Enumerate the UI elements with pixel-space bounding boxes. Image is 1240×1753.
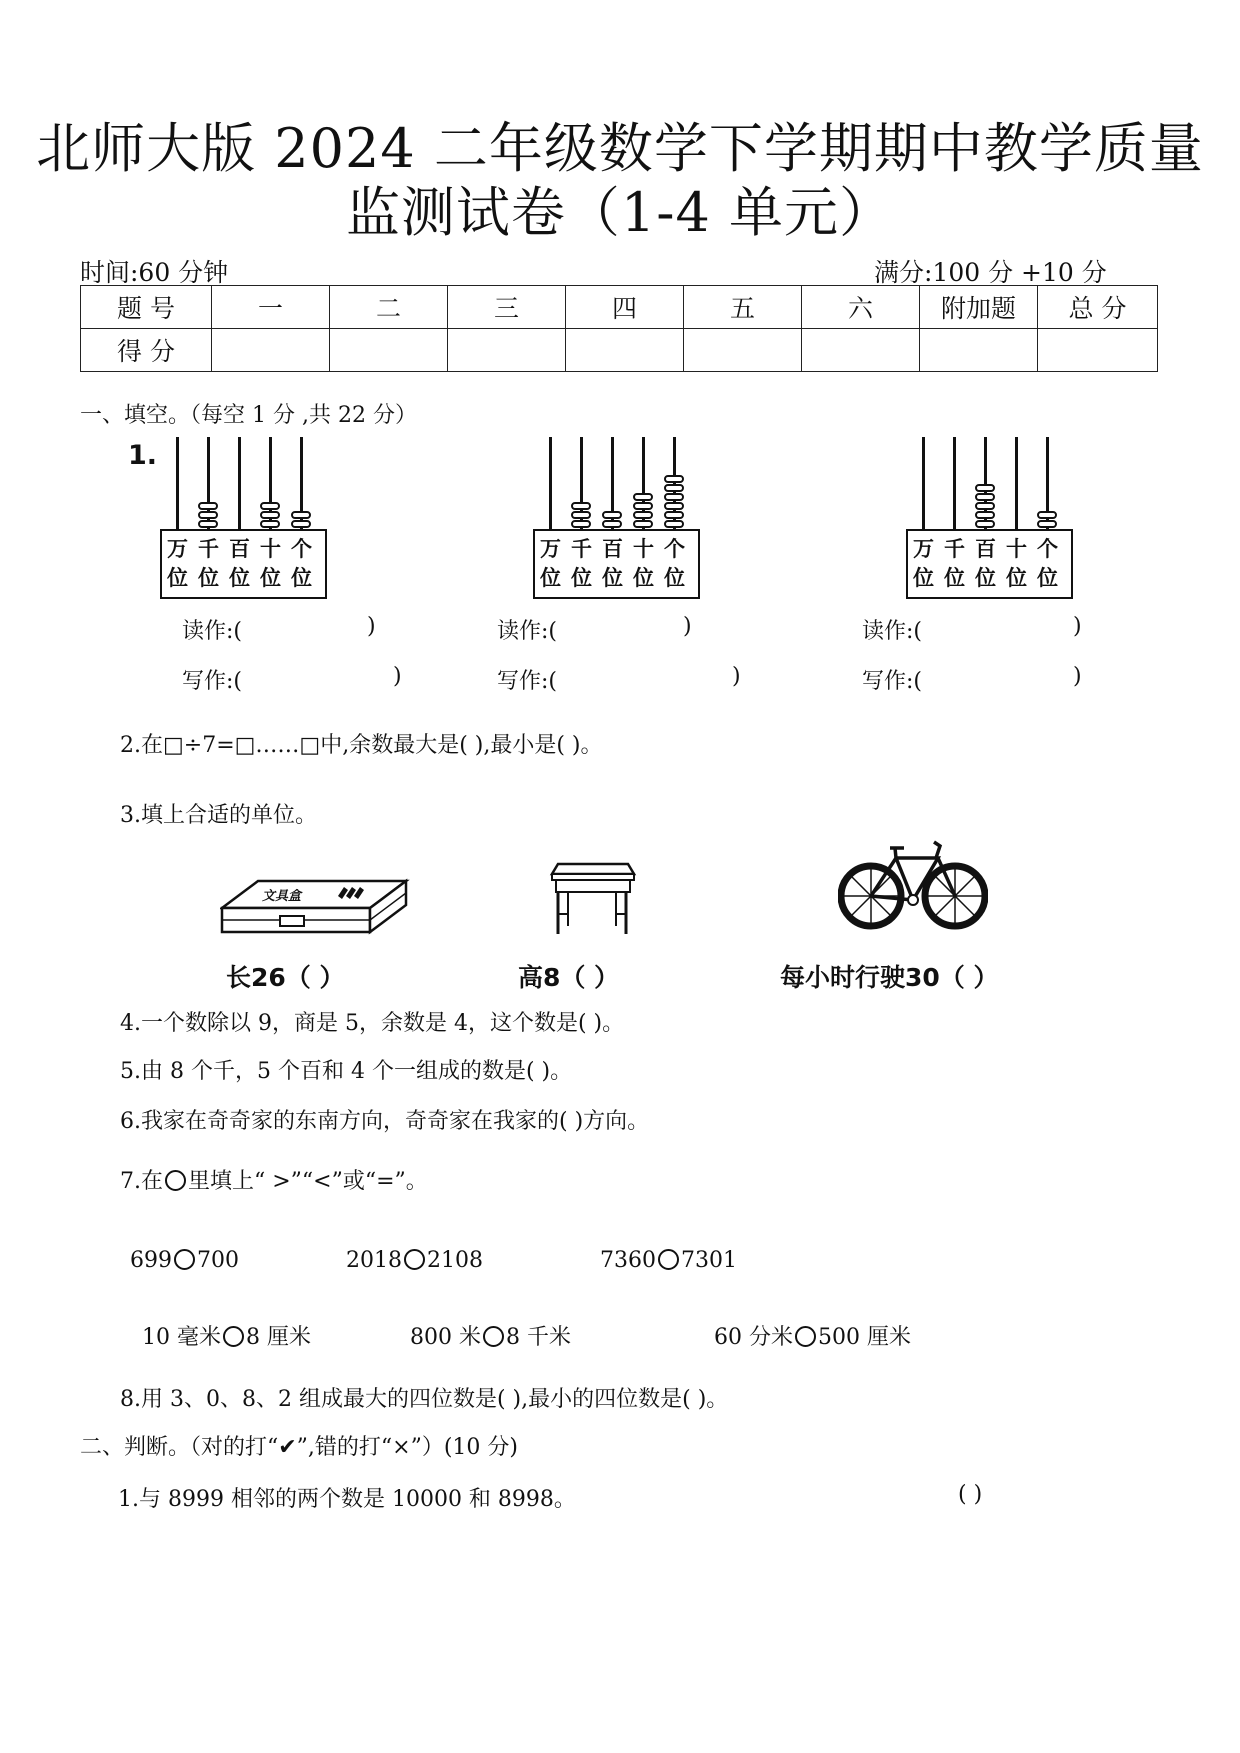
question-8: 8.用 3、0、8、2 组成最大的四位数是( ),最小的四位数是( )。 bbox=[120, 1387, 729, 1412]
abacus-bead bbox=[664, 493, 684, 501]
compare-circle-icon[interactable] bbox=[404, 1249, 425, 1270]
score-cell[interactable] bbox=[920, 329, 1038, 372]
compare-circle-icon[interactable] bbox=[795, 1326, 816, 1347]
abacus-bead bbox=[975, 520, 995, 528]
pencil-box-label: 文具盒 bbox=[262, 889, 302, 904]
page-title-line-2: 监测试卷（1-4 单元） bbox=[345, 181, 895, 244]
score-header-cell: 六 bbox=[802, 286, 920, 329]
write-close-2: ) bbox=[732, 664, 741, 689]
question-7 bbox=[120, 1164, 428, 1195]
abacus-rod bbox=[549, 437, 552, 529]
score-header-cell: 三 bbox=[448, 286, 566, 329]
abacus-bead bbox=[291, 511, 311, 519]
score-header-cell: 二 bbox=[330, 286, 448, 329]
compare-circle-icon bbox=[165, 1170, 186, 1191]
pencil-box-caption: 长26（ ） bbox=[226, 963, 345, 992]
desk-caption: 高8（ ） bbox=[518, 963, 620, 992]
place-value-label: 千 位 bbox=[198, 537, 219, 590]
abacus-bead bbox=[664, 475, 684, 483]
abacus-bead bbox=[633, 520, 653, 528]
abacus-bead bbox=[975, 511, 995, 519]
judgement-question-1: 1.与 8999 相邻的两个数是 10000 和 8998。 bbox=[118, 1487, 576, 1512]
compare-item: 7360 7301 bbox=[600, 1248, 737, 1273]
abacus-bead bbox=[664, 502, 684, 510]
abacus-2 bbox=[533, 437, 698, 597]
abacus-bead bbox=[664, 520, 684, 528]
place-value-label: 个 位 bbox=[291, 537, 312, 590]
abacus-rod bbox=[953, 437, 956, 529]
compare-circle-icon[interactable] bbox=[223, 1326, 244, 1347]
write-label-2: 写作:( bbox=[497, 669, 557, 694]
judgement-answer-bracket[interactable]: ( ) bbox=[958, 1482, 983, 1507]
full-score-label: 满分:100 分 +10 分 bbox=[874, 258, 1107, 287]
abacus-bead bbox=[664, 511, 684, 519]
place-value-label: 百 位 bbox=[229, 537, 250, 590]
abacus-bead bbox=[602, 520, 622, 528]
desk-illustration bbox=[548, 856, 638, 936]
question-7-prefix: 7.在 bbox=[120, 1169, 163, 1194]
abacus-3 bbox=[906, 437, 1071, 597]
score-cell[interactable] bbox=[330, 329, 448, 372]
place-value-label: 千 位 bbox=[944, 537, 965, 590]
place-value-box bbox=[906, 529, 1073, 599]
place-value-label: 个 位 bbox=[1037, 537, 1058, 590]
place-value-label: 千 位 bbox=[571, 537, 592, 590]
score-header-cell: 四 bbox=[566, 286, 684, 329]
compare-item: 699 700 bbox=[130, 1248, 239, 1273]
compare-circle-icon[interactable] bbox=[483, 1326, 504, 1347]
compare-circle-icon[interactable] bbox=[174, 1249, 195, 1270]
bicycle-caption: 每小时行驶30（ ） bbox=[780, 963, 999, 992]
abacus-bead bbox=[571, 502, 591, 510]
place-value-label: 十 位 bbox=[260, 537, 281, 590]
place-value-label: 百 位 bbox=[602, 537, 623, 590]
abacus-rod bbox=[238, 437, 241, 529]
score-table-header-row bbox=[81, 286, 1158, 329]
abacus-rod bbox=[1015, 437, 1018, 529]
score-table bbox=[80, 285, 1158, 372]
compare-circle-icon[interactable] bbox=[658, 1249, 679, 1270]
write-label-1: 写作:( bbox=[182, 669, 242, 694]
score-header-cell: 总 分 bbox=[1038, 286, 1158, 329]
read-label-2: 读作:( bbox=[497, 619, 557, 644]
abacus-bead bbox=[260, 520, 280, 528]
abacus-bead bbox=[198, 502, 218, 510]
abacus-bead bbox=[571, 511, 591, 519]
question-2: 2.在□÷7=□……□中,余数最大是( ),最小是( )。 bbox=[120, 733, 603, 758]
place-value-box bbox=[533, 529, 700, 599]
compare-item: 60 分米 500 厘米 bbox=[714, 1325, 911, 1350]
abacus-bead bbox=[1037, 520, 1057, 528]
abacus-bead bbox=[633, 511, 653, 519]
bicycle-illustration bbox=[838, 834, 988, 934]
place-value-label: 万 位 bbox=[913, 537, 934, 590]
abacus-bead bbox=[260, 511, 280, 519]
write-close-1: ) bbox=[393, 664, 402, 689]
place-value-label: 万 位 bbox=[540, 537, 561, 590]
question-3: 3.填上合适的单位。 bbox=[120, 803, 317, 828]
write-close-3: ) bbox=[1073, 664, 1082, 689]
question-1-number: 1. bbox=[128, 440, 158, 471]
abacus-bead bbox=[198, 520, 218, 528]
score-cell[interactable] bbox=[448, 329, 566, 372]
score-header-cell: 一 bbox=[212, 286, 330, 329]
abacus-bead bbox=[198, 511, 218, 519]
abacus-bead bbox=[291, 520, 311, 528]
score-cell[interactable] bbox=[802, 329, 920, 372]
place-value-label: 万 位 bbox=[167, 537, 188, 590]
abacus-rod bbox=[922, 437, 925, 529]
abacus-bead bbox=[975, 484, 995, 492]
read-label-3: 读作:( bbox=[862, 619, 922, 644]
place-value-label: 百 位 bbox=[975, 537, 996, 590]
score-header-cell: 附加题 bbox=[920, 286, 1038, 329]
read-close-1: ) bbox=[367, 614, 376, 639]
pencil-box-illustration bbox=[220, 878, 410, 940]
compare-item: 10 毫米 8 厘米 bbox=[142, 1325, 311, 1350]
section-1-heading: 一、填空。（每空 1 分 ,共 22 分） bbox=[80, 403, 417, 428]
abacus-rod bbox=[176, 437, 179, 529]
score-cell[interactable] bbox=[212, 329, 330, 372]
score-cell[interactable] bbox=[566, 329, 684, 372]
place-value-box bbox=[160, 529, 327, 599]
score-row-label: 得 分 bbox=[81, 329, 212, 372]
score-header-cell: 题 号 bbox=[81, 286, 212, 329]
abacus-bead bbox=[633, 493, 653, 501]
place-value-label: 十 位 bbox=[1006, 537, 1027, 590]
place-value-label: 个 位 bbox=[664, 537, 685, 590]
time-label: 时间:60 分钟 bbox=[80, 258, 229, 287]
abacus-bead bbox=[664, 484, 684, 492]
abacus-1 bbox=[160, 437, 325, 597]
abacus-bead bbox=[260, 502, 280, 510]
abacus-bead bbox=[975, 493, 995, 501]
read-label-1: 读作:( bbox=[182, 619, 242, 644]
place-value-label: 十 位 bbox=[633, 537, 654, 590]
score-cell[interactable] bbox=[1038, 329, 1158, 372]
abacus-bead bbox=[633, 502, 653, 510]
section-2-heading: 二、判断。（对的打“✔”,错的打“×”）(10 分) bbox=[80, 1435, 519, 1460]
abacus-bead bbox=[602, 511, 622, 519]
score-cell[interactable] bbox=[684, 329, 802, 372]
question-4: 4.一个数除以 9，商是 5，余数是 4，这个数是( )。 bbox=[120, 1011, 625, 1036]
read-close-3: ) bbox=[1073, 614, 1082, 639]
abacus-bead bbox=[1037, 511, 1057, 519]
question-7-suffix: 里填上“ >”“<”或“=”。 bbox=[188, 1169, 428, 1194]
write-label-3: 写作:( bbox=[862, 669, 922, 694]
score-header-cell: 五 bbox=[684, 286, 802, 329]
score-table-score-row bbox=[81, 329, 1158, 372]
page-title-line-1: 北师大版 2024 二年级数学下学期期中教学质量 bbox=[36, 117, 1204, 180]
compare-item: 2018 2108 bbox=[346, 1248, 483, 1273]
abacus-bead bbox=[571, 520, 591, 528]
abacus-bead bbox=[975, 502, 995, 510]
compare-item: 800 米 8 千米 bbox=[410, 1325, 571, 1350]
read-close-2: ) bbox=[683, 614, 692, 639]
question-6: 6.我家在奇奇家的东南方向，奇奇家在我家的( )方向。 bbox=[120, 1109, 650, 1134]
question-5: 5.由 8 个千，5 个百和 4 个一组成的数是( )。 bbox=[120, 1059, 573, 1084]
